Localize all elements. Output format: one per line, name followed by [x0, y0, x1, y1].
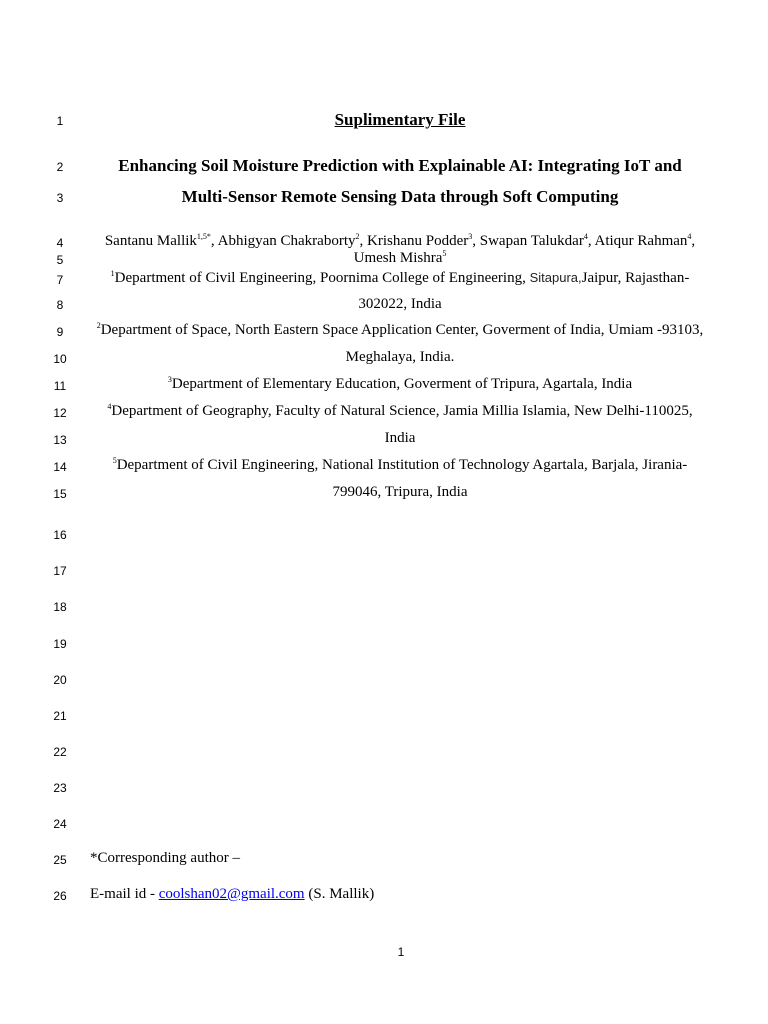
line-number: 24 [53, 817, 67, 831]
line-number: 16 [53, 528, 67, 542]
affiliation-4-line-1 [90, 403, 710, 420]
email-link[interactable]: coolshan02@gmail.com [158, 886, 305, 902]
affiliation-text: Department of Civil Engineering, Poornima College of Engineering, [114, 270, 530, 286]
author-affiliation-mark: 5 [442, 249, 447, 258]
affiliation-5-line-1 [90, 457, 710, 474]
affiliation-4-line-2: India [384, 430, 416, 446]
line-number: 2 [56, 160, 64, 174]
corresponding-email-line [90, 886, 710, 903]
affiliation-text: Department of Elementary Education, Goverment of Tripura, Agartala, India [171, 376, 633, 392]
paper-title-line-2: Multi-Sensor Remote Sensing Data through Soft Computing [181, 187, 619, 206]
email-prefix: E-mail id - [90, 886, 159, 902]
author-affiliation-mark: 3 [468, 232, 473, 241]
affiliation-2-line-2: Meghalaya, India. [345, 349, 455, 365]
line-number: 8 [56, 298, 64, 312]
document-heading: Suplimentary File [334, 110, 466, 129]
line-number: 14 [53, 460, 67, 474]
line-number: 7 [56, 273, 64, 287]
affiliation-mark: 4 [107, 402, 112, 411]
author-separator: , [691, 233, 696, 249]
line-number: 3 [56, 191, 64, 205]
line-number: 11 [53, 379, 67, 393]
author-separator: , [587, 233, 595, 249]
author-affiliation-mark: 2 [355, 232, 360, 241]
page-number: 1 [397, 945, 405, 959]
affiliation-text-sitapura: Sitapura, [529, 270, 582, 285]
line-number: 20 [53, 673, 67, 687]
author-name: Umesh Mishra [353, 250, 443, 266]
line-number: 25 [53, 853, 67, 867]
email-suffix: (S. Mallik) [304, 886, 375, 902]
corresponding-author-label: *Corresponding author – [90, 850, 240, 866]
author-name: Krishanu Podder [367, 233, 469, 249]
line-number: 10 [53, 352, 67, 366]
line-number: 23 [53, 781, 67, 795]
author-affiliation-mark: 4 [583, 232, 588, 241]
paper-title-line-1: Enhancing Soil Moisture Prediction with Explainable AI: Integrating IoT and [118, 156, 682, 175]
author-name: Swapan Talukdar [479, 233, 584, 249]
line-number: 26 [53, 889, 67, 903]
affiliation-2-line-1 [90, 322, 710, 339]
author-separator: , [210, 233, 218, 249]
affiliation-mark: 2 [96, 321, 101, 330]
affiliation-text: Department of Space, North Eastern Space Application Center, Goverment of India, Umiam -93103, [100, 322, 704, 338]
line-number: 5 [56, 253, 64, 267]
author-separator: , [359, 233, 367, 249]
affiliation-mark: 5 [112, 456, 117, 465]
line-number: 9 [56, 325, 64, 339]
line-number: 12 [53, 406, 67, 420]
author-name: Abhigyan Chakraborty [217, 233, 356, 249]
affiliation-text: Department of Civil Engineering, National Institution of Technology Agartala, Barjala, Jirania- [116, 457, 688, 473]
author-affiliation-mark: 4 [687, 232, 692, 241]
author-list-line-2 [90, 250, 710, 267]
line-number: 17 [53, 564, 67, 578]
author-list-line-1 [90, 233, 710, 250]
author-name: Atiqur Rahman [594, 233, 688, 249]
author-separator: , [472, 233, 480, 249]
affiliation-text: Department of Geography, Faculty of Natural Science, Jamia Millia Islamia, New Delhi-110025, [111, 403, 693, 419]
affiliation-5-line-2: 799046, Tripura, India [332, 484, 468, 500]
line-number: 19 [53, 637, 67, 651]
affiliation-mark: 1 [110, 269, 115, 278]
affiliation-1-line-1 [90, 270, 710, 287]
author-name: Santanu Mallik [104, 233, 197, 249]
line-number: 13 [53, 433, 67, 447]
author-affiliation-mark: 1,5* [196, 232, 211, 241]
affiliation-3-line-1 [90, 376, 710, 393]
line-number: 21 [53, 709, 67, 723]
line-number: 4 [56, 236, 64, 250]
affiliation-1-line-2: 302022, India [358, 296, 442, 312]
line-number: 1 [56, 114, 64, 128]
line-number: 15 [53, 487, 67, 501]
affiliation-mark: 3 [167, 375, 172, 384]
line-number: 22 [53, 745, 67, 759]
line-number: 18 [53, 600, 67, 614]
affiliation-text: Jaipur, Rajasthan- [581, 270, 690, 286]
